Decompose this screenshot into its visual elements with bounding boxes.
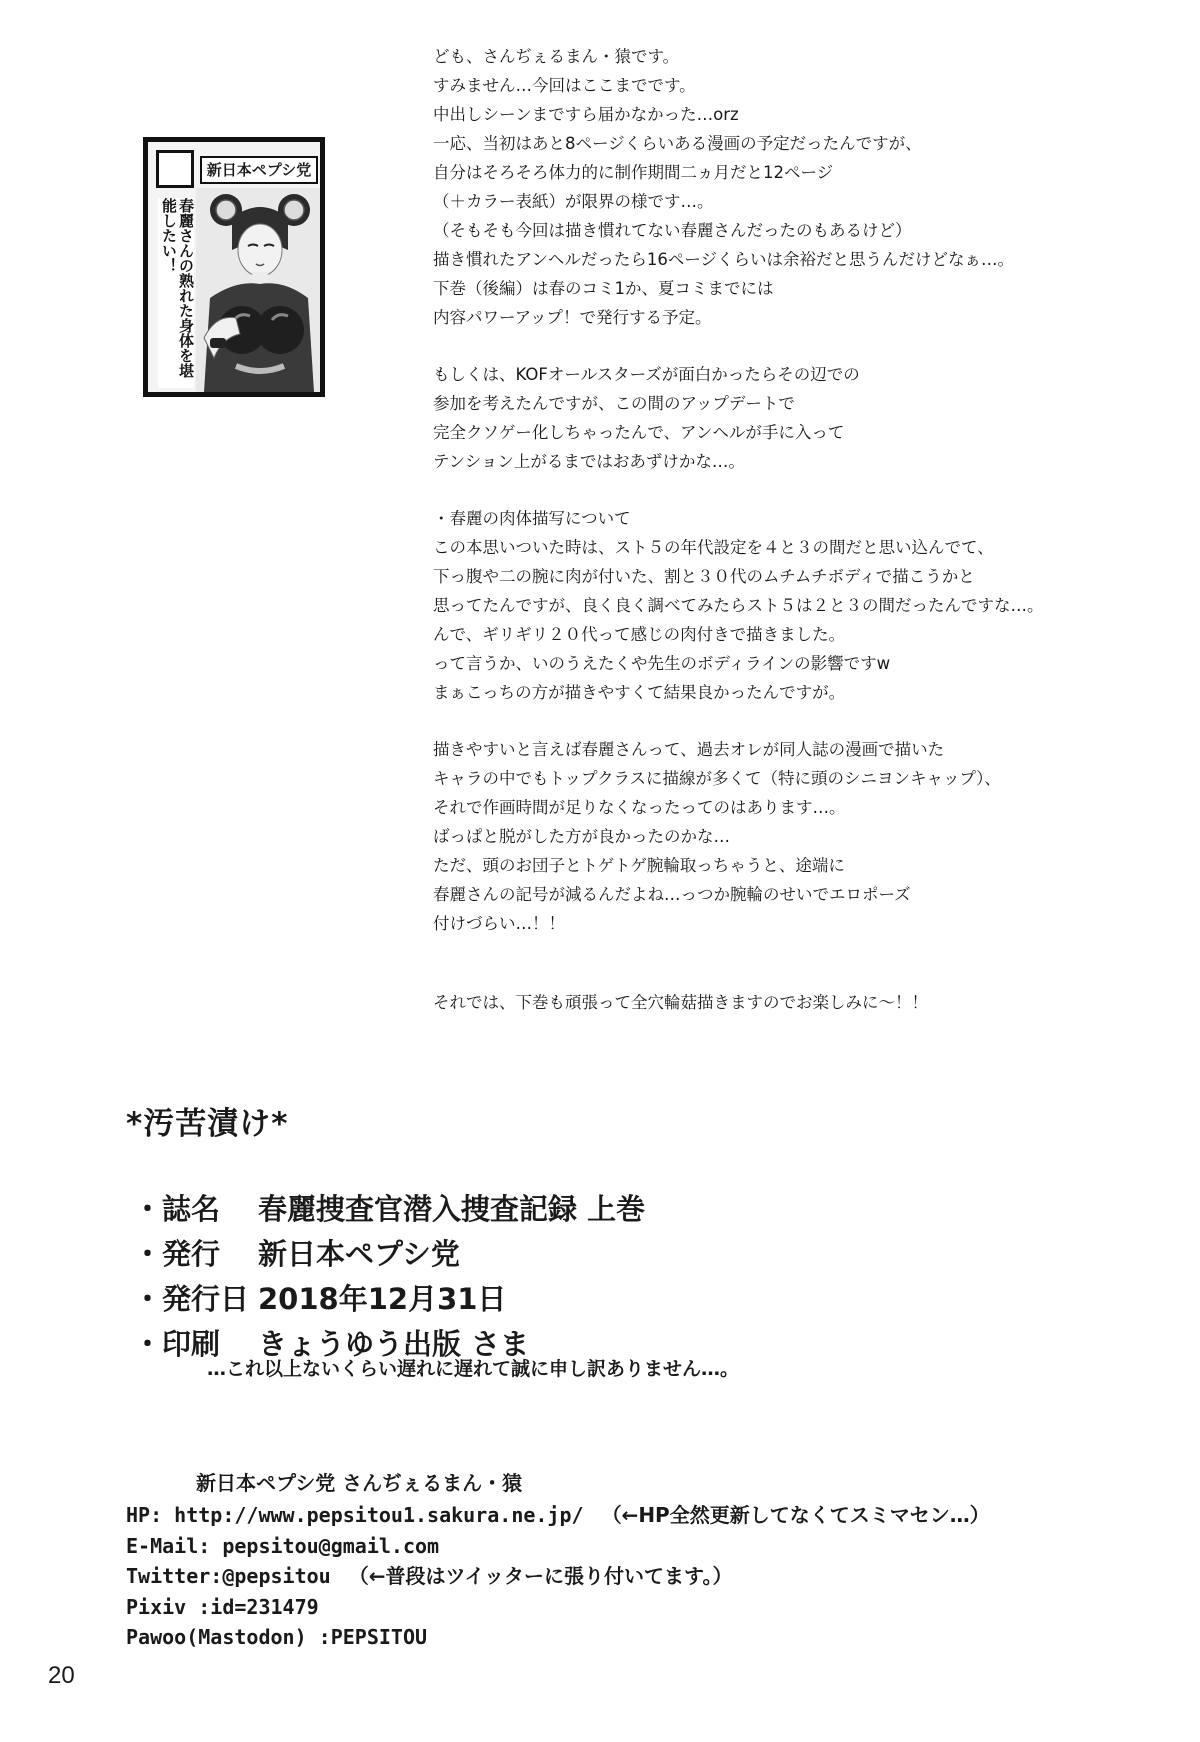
contact-hp-row	[126, 1500, 1126, 1531]
circle-author-line: 新日本ペプシ党 さんぢぇるまん・猿	[196, 1471, 523, 1495]
contact-pawoo-row	[126, 1622, 1126, 1653]
colophon-value: 新日本ペプシ党	[258, 1237, 460, 1271]
paragraph-gap	[433, 332, 1053, 360]
afterword-line: （そもそも今回は描き慣れてない春麗さんだったのもあるけど）	[433, 221, 912, 240]
pawoo-id: Pawoo(Mastodon) :PEPSITOU	[126, 1625, 428, 1649]
afterword-line: ・春麗の肉体描写について	[433, 509, 631, 528]
colophon-row-date	[133, 1277, 1033, 1322]
afterword-line: ども、さんぢぇるまん・猿です。	[433, 47, 680, 66]
colophon-value: きょうゆう出版 さま	[258, 1327, 530, 1361]
cover-tagline: 春麗さんの熟れた身体を堪能したい！	[158, 198, 194, 388]
paragraph-gap	[433, 938, 1053, 988]
hp-note: （←HP全然更新してなくてスミマセン…）	[601, 1503, 990, 1527]
afterword-line: それで作画時間が足りなくなったってのはあります…。	[433, 798, 846, 817]
twitter-note: （←普段はツイッターに張り付いてます。）	[348, 1564, 733, 1588]
afterword-text	[433, 42, 1053, 1017]
colophon-value: 春麗捜査官潜入捜査記録 上巻	[258, 1192, 646, 1226]
afterword-line: 描きやすいと言えば春麗さんって、過去オレが同人誌の漫画で描いた	[433, 740, 945, 759]
afterword-line: もしくは、KOFオールスターズが面白かったらその辺での	[433, 365, 860, 384]
afterword-line: 自分はそろそろ体力的に制作期間二ヵ月だと12ページ	[433, 163, 834, 182]
paragraph-gap	[433, 476, 1053, 504]
afterword-line: テンション上がるまではおあずけかな…。	[433, 452, 745, 471]
afterword-line: 描き慣れたアンヘルだったら16ページくらいは余裕だと思うんだけどなぁ…。	[433, 250, 1015, 269]
afterword-line: 付けづらい…！！	[433, 914, 565, 933]
afterword-line: ただ、頭のお団子とトゲトゲ腕輪取っちゃうと、途端に	[433, 856, 845, 875]
colophon-label: ・発行	[133, 1237, 221, 1271]
afterword-line: 下巻（後編）は春のコミ1か、夏コミまでには	[433, 279, 774, 298]
afterword-line: 思ってたんですが、良く良く調べてみたらスト５は２と３の間だったんですな…。	[433, 596, 1044, 615]
afterword-line: すみません…今回はここまでです。	[433, 76, 696, 95]
afterword-line: って言うか、いのうえたくや先生のボディラインの影響ですw	[433, 654, 891, 673]
colophon-label: ・発行日	[133, 1282, 250, 1316]
afterword-line: 春麗さんの記号が減るんだよね…っつか腕輪のせいでエロポーズ	[433, 885, 911, 904]
hp-link[interactable]: HP: http://www.pepsitou1.sakura.ne.jp/	[126, 1503, 584, 1527]
afterword-line: 下っ腹や二の腕に肉が付いた、割と３０代のムチムチボディで描こうかと	[433, 567, 975, 586]
contact-block	[126, 1500, 1126, 1653]
afterword-line: 内容パワーアップ！で発行する予定。	[433, 308, 712, 327]
afterword-line: 中出しシーンまですら届かなかった…orz	[433, 105, 739, 124]
colophon-label: ・誌名	[133, 1192, 221, 1226]
page-number: 20	[48, 1662, 75, 1689]
colophon-row-publisher	[133, 1232, 1033, 1277]
cover-illustration	[196, 188, 320, 392]
contact-email-row	[126, 1531, 1126, 1562]
cover-logo-box	[156, 150, 194, 188]
afterword-line: 一応、当初はあと8ページくらいある漫画の予定だったんですが、	[433, 134, 922, 153]
afterword-line: まぁこっちの方が描きやすくて結果良かったんですが。	[433, 683, 846, 702]
apology-note: …これ以上ないくらい遅れに遅れて誠に申し訳ありません…。	[207, 1358, 740, 1380]
colophon-label: ・印刷	[133, 1327, 221, 1361]
afterword-line: （＋カラー表紙）が限界の様です…。	[433, 192, 714, 211]
afterword-line: それでは、下巻も頑張って全穴輪菇描きますのでお楽しみに～！！	[433, 993, 928, 1012]
afterword-line: この本思いついた時は、スト５の年代設定を４と３の間だと思い込んでて、	[433, 538, 994, 557]
afterword-line: キャラの中でもトップクラスに描線が多くて（特に頭のシニヨンキャップ）、	[433, 769, 1001, 788]
colophon-title: *汚苦漬け*	[126, 1106, 289, 1142]
contact-pixiv-row	[126, 1592, 1126, 1623]
pixiv-id: Pixiv :id=231479	[126, 1594, 319, 1619]
cover-circle-name: 新日本ペプシ党	[200, 156, 318, 184]
colophon-list	[133, 1187, 1033, 1367]
afterword-line: んで、ギリギリ２０代って感じの肉付きで描きました。	[433, 625, 846, 644]
afterword-line: 完全クソゲー化しちゃったんで、アンヘルが手に入って	[433, 423, 845, 442]
afterword-line: ばっぱと脱がした方が良かったのかな…	[433, 827, 730, 846]
cover-thumbnail	[143, 137, 325, 397]
contact-twitter-row	[126, 1561, 1126, 1592]
paragraph-gap	[433, 707, 1053, 735]
colophon-value: 2018年12月31日	[258, 1282, 507, 1316]
colophon-row-title	[133, 1187, 1033, 1232]
email-link[interactable]: E-Mail: pepsitou@gmail.com	[126, 1533, 440, 1558]
twitter-link[interactable]: Twitter:@pepsitou	[126, 1564, 331, 1588]
afterword-line: 参加を考えたんですが、この間のアップデートで	[433, 394, 795, 413]
